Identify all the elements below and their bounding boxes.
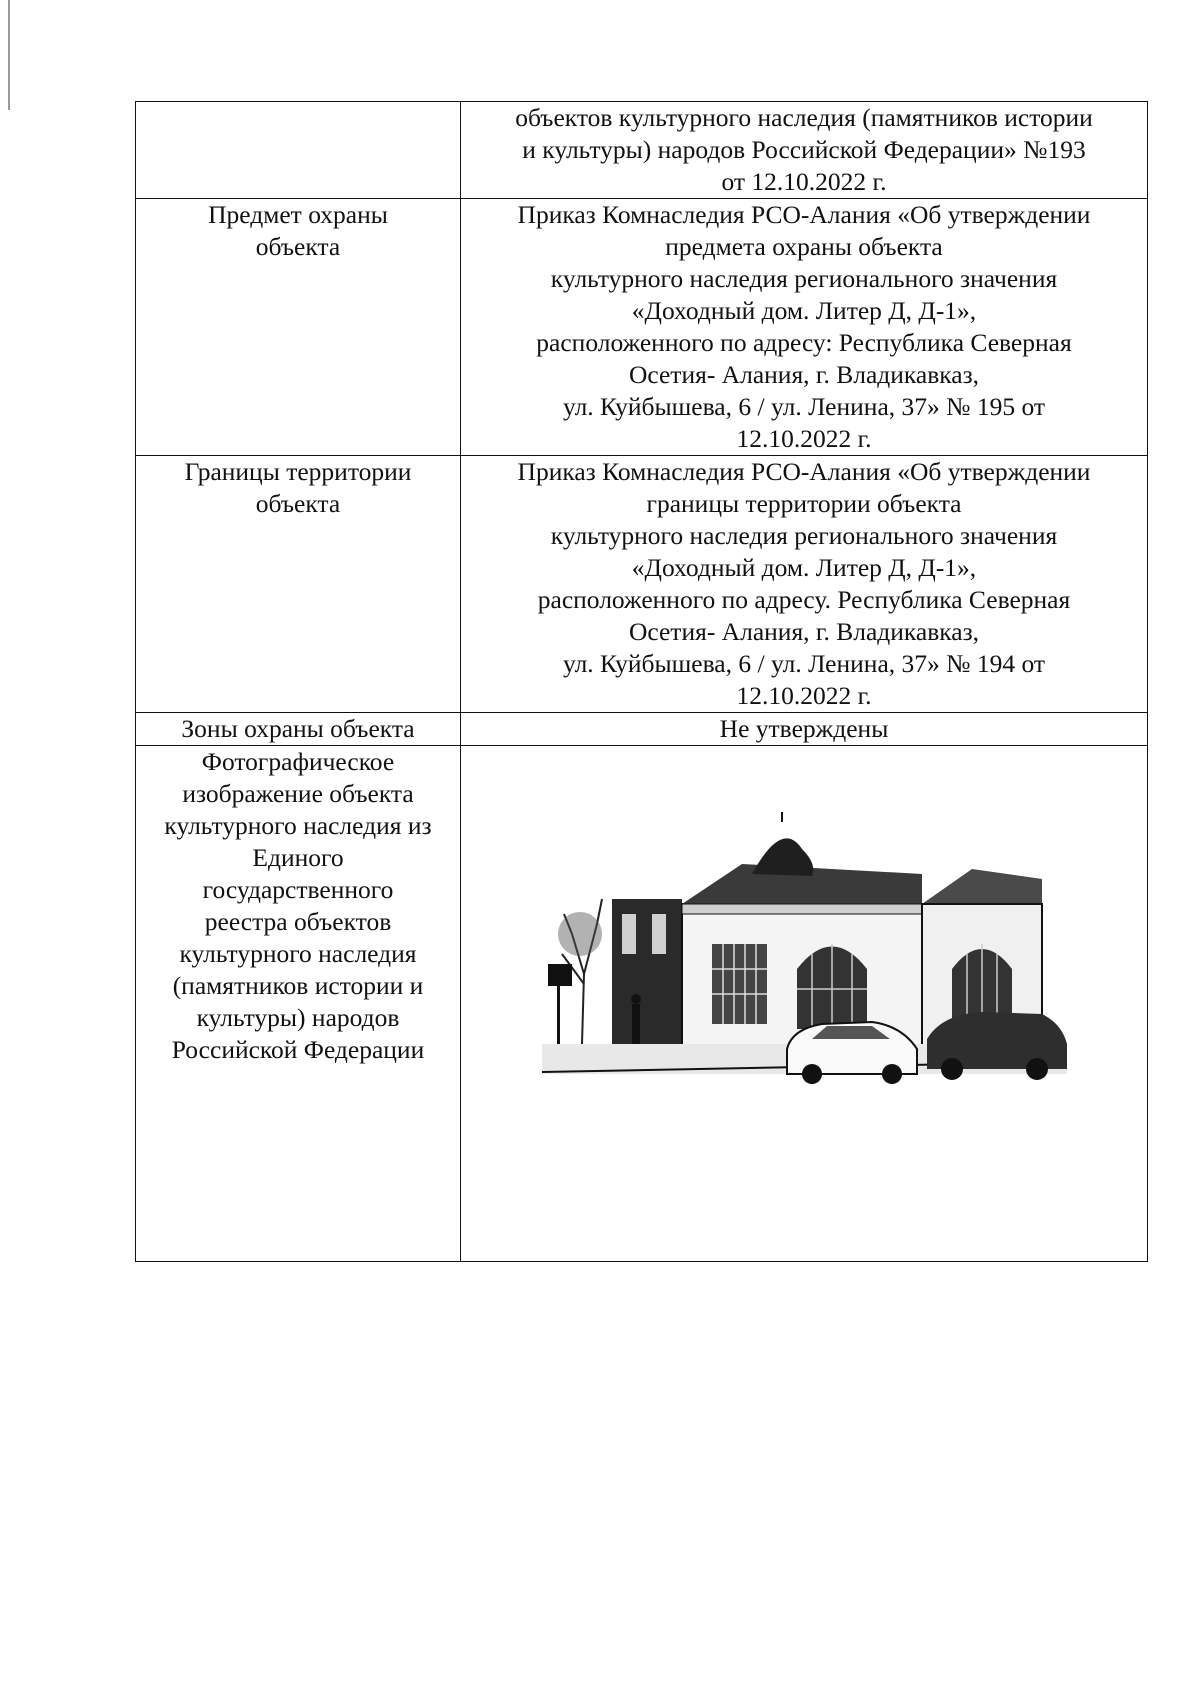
text-line: объектов культурного наследия (памятников истории — [515, 103, 1093, 132]
text-line: границы территории объекта — [646, 489, 962, 518]
text-line: расположенного по адресу: Республика Северная — [536, 328, 1072, 357]
text-line: Зоны охраны объекта — [181, 714, 415, 743]
row-value-photo — [461, 746, 1148, 1262]
table-row — [136, 102, 1148, 199]
text-line: 12.10.2022 г. — [736, 424, 872, 453]
text-line: Единого — [252, 843, 344, 872]
text-line: 12.10.2022 г. — [736, 681, 872, 710]
text-line: культурного наследия — [179, 939, 417, 968]
row-label-photo — [136, 746, 461, 1262]
text-line: и культуры) народов Российской Федерации» №193 — [522, 135, 1086, 164]
text-line: ул. Куйбышева, 6 / ул. Ленина, 37» № 195 от — [562, 392, 1046, 421]
text-line: ул. Куйбышева, 6 / ул. Ленина, 37» № 194 от — [562, 649, 1046, 678]
scan-edge-mark — [8, 0, 10, 110]
text-line: Приказ Комнаследия РСО-Алания «Об утверждении — [517, 200, 1091, 229]
text-line: Российской Федерации — [171, 1035, 425, 1064]
text-line: Осетия- Алания, г. Владикавказ, — [628, 360, 980, 389]
heritage-object-table — [135, 101, 1148, 1262]
text-line: предмета охраны объекта — [665, 232, 943, 261]
row-value — [461, 199, 1148, 456]
text-line: Приказ Комнаследия РСО-Алания «Об утверждении — [517, 457, 1091, 486]
text-line: «Доходный дом. Литер Д, Д-1», — [631, 553, 977, 582]
row-value — [461, 102, 1148, 199]
text-line: объекта — [255, 489, 341, 518]
row-label-protection-zones — [136, 713, 461, 746]
text-line: Не утверждены — [719, 714, 889, 743]
row-label-protection-subject — [136, 199, 461, 456]
table-row — [136, 199, 1148, 456]
table-row — [136, 746, 1148, 1262]
table-row — [136, 456, 1148, 713]
text-line: изображение объекта — [182, 779, 414, 808]
text-line: культурного наследия регионального значения — [550, 521, 1058, 550]
row-label-territory-boundaries — [136, 456, 461, 713]
row-label-empty — [136, 102, 461, 199]
text-line: расположенного по адресу. Республика Северная — [537, 585, 1071, 614]
text-line: культурного наследия из — [164, 811, 432, 840]
text-line: Осетия- Алания, г. Владикавказ, — [628, 617, 980, 646]
row-value — [461, 713, 1148, 746]
building-photo — [542, 804, 1067, 1084]
text-line: государственного — [202, 875, 394, 904]
text-line: реестра объектов — [204, 907, 392, 936]
text-line: Фотографическое — [201, 747, 395, 776]
table-row — [136, 713, 1148, 746]
text-line: культурного наследия регионального значения — [550, 264, 1058, 293]
row-value — [461, 456, 1148, 713]
text-line: Предмет охраны — [208, 200, 388, 229]
text-line: культуры) народов — [196, 1003, 400, 1032]
text-line: от 12.10.2022 г. — [721, 167, 887, 196]
text-line: Границы территории — [184, 457, 412, 486]
text-line: «Доходный дом. Литер Д, Д-1», — [631, 296, 977, 325]
text-line: (памятников истории и — [172, 971, 424, 1000]
text-line: объекта — [255, 232, 341, 261]
